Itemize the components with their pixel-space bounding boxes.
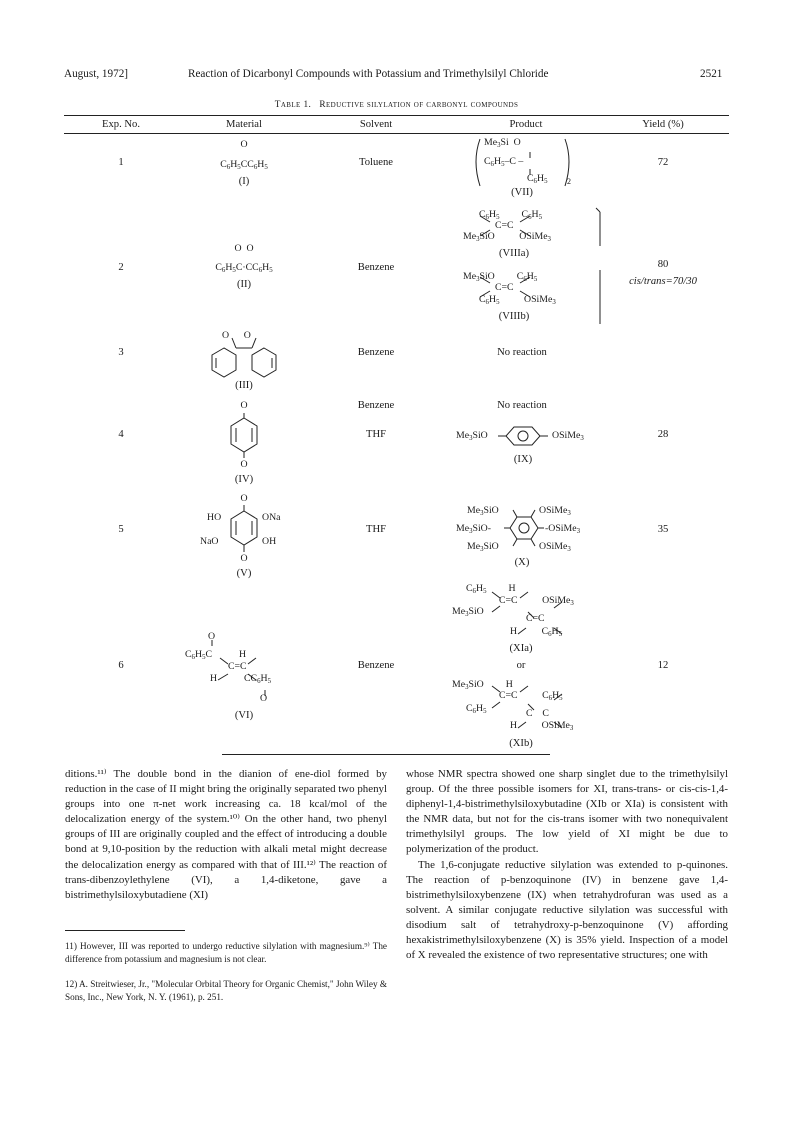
col-header-exp: Exp. No.: [102, 119, 140, 130]
row5-material-ring: [228, 505, 260, 555]
row6-material-o-bottom: O: [260, 693, 268, 704]
row6-material-o-top: O: [208, 631, 216, 642]
row2-material-carbonyl-o: O O: [234, 243, 254, 254]
row1-exp: 1: [118, 157, 124, 168]
table-caption: [0, 100, 793, 110]
row6-productB-label: (XIb): [509, 738, 533, 749]
row3-product: No reaction: [497, 347, 547, 358]
row5-product-group-tl: $Me_3SiO$: [467, 505, 499, 517]
row6-exp: 6: [118, 660, 124, 671]
row1-solvent: Toluene: [359, 157, 393, 168]
row2-yield: 80: [657, 259, 669, 270]
body-column-right: [406, 767, 728, 963]
row2-solvent: Benzene: [357, 262, 395, 273]
row6-productB-line3: $C_6H_5$: [466, 703, 487, 715]
row1-product-subscript: 2: [567, 177, 571, 186]
row6-productA-line1: $C_6H_5$ H: [466, 583, 516, 595]
row4-yield: 28: [657, 429, 669, 440]
row5-material-oh: OH: [262, 536, 277, 547]
row2-product-structures: [450, 206, 610, 330]
row2-productA-bottom: $Me_3SiO$ OSiMe$_3$: [463, 231, 551, 243]
row6-productA-line3: $Me_3SiO$: [452, 606, 484, 618]
row2-productA-top: $C_6H_5$ $C_6H_5$: [479, 209, 543, 221]
page-number: 2521: [700, 68, 723, 80]
row4-product-a: No reaction: [497, 400, 547, 411]
row1-material-carbonyl-o: O: [240, 139, 248, 150]
row6-yield: 12: [657, 660, 669, 671]
row6-productB-line4: C C: [526, 708, 549, 719]
row2-material-label: (II): [236, 279, 252, 290]
row3-material-label: (III): [235, 380, 253, 391]
row4-product-right-group: OSiMe$_3$: [552, 430, 584, 442]
row3-material-oxygens: O O: [222, 330, 251, 341]
row1-product-line2: $C_6H_5-C$ –: [484, 156, 524, 168]
row1-product-label: (VII): [511, 187, 533, 198]
row2-productA-double-bond: C=C: [495, 220, 514, 231]
row6-productB-line2: C=C $C_6H_5$: [499, 690, 563, 702]
row2-productB-top: $Me_3SiO$ $C_6H_5$: [463, 271, 538, 283]
col-header-yield: Yield (%): [642, 119, 684, 130]
footnote-11: 11) However, III was reported to undergo reductive silylation with magnesium.⁹⁾ The difference from potassium and magnesium is not clear.: [65, 941, 387, 964]
row4-product-ring: [498, 425, 548, 447]
row2-productA-label: (VIIIa): [499, 248, 529, 259]
row5-exp: 5: [118, 524, 124, 535]
footnote-12: 12) A. Streitwieser, Jr., "Molecular Orbital Theory for Organic Chemist," John Wiley & Sons, Inc., New York, N. Y. (1961), p. 251.: [65, 979, 387, 1002]
row6-productA-line2: C=C OSiMe$_3$: [499, 595, 574, 607]
row5-material-nao: NaO: [200, 536, 219, 547]
table-top-rule: [64, 115, 729, 116]
row5-material-o-top: O: [240, 493, 248, 504]
row1-yield: 72: [657, 157, 669, 168]
table-bottom-rule: [222, 754, 550, 755]
row2-exp: 2: [118, 262, 124, 273]
row5-material-ona: ONa: [262, 512, 281, 523]
row4-material-o-top: O: [240, 400, 248, 411]
col-header-material: Material: [226, 119, 262, 130]
row6-material-bottom: H $CC_6H_5$: [210, 673, 272, 685]
row4-material-ring: [228, 413, 260, 461]
row4-solvent-a: Benzene: [357, 400, 395, 411]
running-header-date: August, 1972]: [64, 68, 129, 80]
row6-material-double-bond: C=C: [228, 661, 247, 672]
col-header-product: Product: [509, 119, 543, 130]
row6-material-label: (VI): [234, 710, 254, 721]
table-header-rule: [64, 133, 729, 134]
row6-or: or: [516, 660, 526, 671]
row2-isomer-ratio: cis/trans=70/30: [629, 276, 697, 287]
row5-yield: 35: [657, 524, 669, 535]
row6-productA-line4: C=C: [526, 613, 545, 624]
row5-product-group-ml: $Me_3SiO-$: [456, 523, 492, 535]
body-right-paragraph-1: whose NMR spectra showed one sharp singlet due to the trimethylsilyl group. Of the three possible isomers for XI, trans-trans- or cis-cis-1,4-diphenyl-1,4-bistrimethylsiloxybutadine (XIb or XIa) is consistent with the NMR data, but not for the cis-trans isomer with two nonequivalent trimethylsilyl groups. The low yield of XI might be due to polymerization of the product.: [406, 768, 728, 856]
row5-product-group-tr: OSiMe$_3$: [539, 505, 571, 517]
col-header-solvent: Solvent: [359, 119, 393, 130]
row4-material-o-bottom: O: [240, 459, 248, 470]
row5-product-group-bl: $Me_3SiO$: [467, 541, 499, 553]
body-right-paragraph-2: The 1,6-conjugate reductive silylation was extended to p-quinones. The reaction of p-benzoquinone (IV) in benzene gave 1,4-bistrimethylsiloxybenzene (IX) when tetrahydrofuran was used as a solvent. A similar conjugate reductive silylation was successful with disodium salt of tetrahydroxy-p-benzoquinone (V) affording hexakistrimethylsiloxybenzene (X) is 35% yield. Inspection of a model of X revealed the existence of two representative structures; one with: [406, 858, 728, 962]
body-left-paragraph-1: ditions.¹¹⁾ The double bond in the dianion of ene-diol formed by reduction in the case of II might bring the originally separated two phenyl groups into one π-net work increasing ca. 18 kcal/mol of the delocalization energy of the system.¹⁰⁾ On the other hand, two phenyl groups of III are originally coupled and the effect of introducing a double bond at 9,10-position by the reduction with alkali metal might decrease the delocalization energy as compared with that of III.¹²⁾ The reaction of trans-dibenzoylethylene (VI), a 1,4-diketone, gave a bistrimethylsiloxybutadiene (XI): [65, 768, 387, 901]
running-header-title: Reaction of Dicarbonyl Compounds with Potassium and Trimethylsilyl Chloride: [188, 68, 549, 80]
row2-material-formula: $C_6H_5C\cdot CC_6H_5$: [215, 262, 273, 274]
row5-material-o-bottom: O: [240, 553, 248, 564]
row6-productA-label: (XIa): [509, 643, 533, 654]
row5-material-label: (V): [236, 568, 252, 579]
row2-productB-bottom: $C_6H_5$ OSiMe$_3$: [479, 294, 556, 306]
row6-productB-line5: H OSiMe$_3$: [510, 720, 574, 732]
row6-productA-line5: H $C_6H_5$: [510, 626, 563, 638]
row4-solvent-b: THF: [365, 429, 387, 440]
row3-solvent: Benzene: [357, 347, 395, 358]
row1-product-line3: $C_6H_5$: [527, 173, 548, 185]
row5-product-group-br: OSiMe$_3$: [539, 541, 571, 553]
row4-material-label: (IV): [234, 474, 254, 485]
row6-productB-line1: $Me_3SiO$ H: [452, 679, 513, 691]
row5-product-group-mr: -OSiMe$_3$: [545, 523, 581, 535]
table-caption-text: Reductive silylation of carbonyl compounds: [319, 100, 519, 110]
row4-product-left-group: $Me_3SiO$: [456, 430, 488, 442]
row5-material-ho: HO: [207, 512, 222, 523]
footnote-rule: [65, 930, 185, 931]
row1-product-line1: $Me_3Si$ O: [484, 137, 521, 149]
body-column-left: [65, 767, 387, 903]
row4-exp: 4: [118, 429, 124, 440]
table-caption-prefix: Table 1.: [274, 100, 312, 110]
row4-product-label: (IX): [513, 454, 533, 465]
row5-solvent: THF: [365, 524, 387, 535]
row1-material-formula: $C_6H_5CC_6H_5$: [220, 159, 268, 171]
row6-solvent: Benzene: [357, 660, 395, 671]
row3-exp: 3: [118, 347, 124, 358]
row5-product-label: (X): [514, 557, 530, 568]
row6-material-top-left: $C_6H_5C$ H: [185, 649, 247, 661]
row2-productB-label: (VIIIb): [498, 311, 530, 322]
row2-productB-double-bond: C=C: [495, 282, 514, 293]
row1-material-label: (I): [238, 176, 250, 187]
